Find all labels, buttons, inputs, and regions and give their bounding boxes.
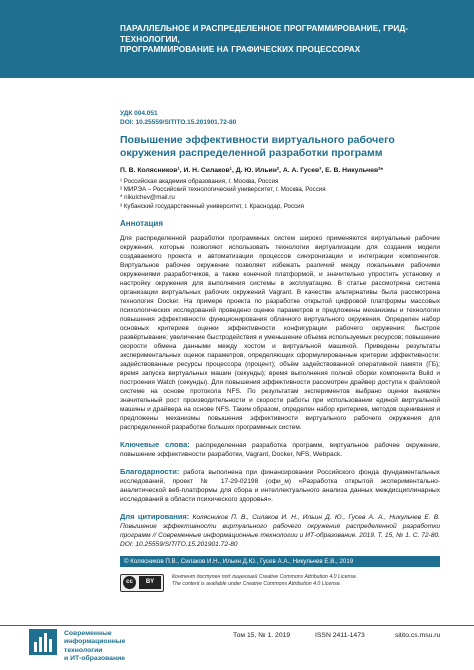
citation-block bbox=[120, 512, 440, 549]
cc-icon: cc bbox=[123, 576, 136, 589]
keywords-text: распределенная разработка программ, виртуальное рабочее окружение, повышение эффективности разработки, Vagrant, Docker, NFS, Webpack. bbox=[120, 441, 440, 458]
journal-name-line3: технологии bbox=[64, 646, 103, 654]
article-body bbox=[120, 110, 440, 549]
abstract-heading: Аннотация bbox=[120, 218, 163, 228]
affiliation-3: ³ Кубанский государственный университет, г. Краснодар, Россия bbox=[120, 202, 304, 210]
creative-commons-badge[interactable] bbox=[120, 574, 164, 592]
article-title-line1: Повышение эффективности виртуального рабочего bbox=[120, 134, 395, 146]
abstract-text: Для распределенной разработки программных систем широко применяются виртуальные рабочие окружения, которые позволяют использовать технологии виртуализации для создания модели создаваемого проекта и автоматизации процессов синхронизации и интеграции компонентов. Виртуальное рабочее окружение позволяет избежать различий между локальными рабочими окружениями разработчиков, а также конечной платформой, и значительно упростить установку и настройку окружения для выполнения системы в эксплуатацию. В статье рассмотрена система организации виртуальных рабочих окружений Vagrant. В качестве альтернативы была рассмотрена технология Docker. На примере проекта по разработке открытой цифровой платформы массовых психологических исследований проведено оценке параметров и предложены механизмы и технологии повышения эффективности функционирования облачного виртуального окружения. Определен набор основных критериев оценки эффективности конфигурации рабочего окружения: быстрое развёртывание; увеличение быстродействия и уменьшение объема используемых ресурсов; повышение скорости обмена данными между хостом и виртуальной машиной. Приведены результаты экспериментальных оценок параметров, определяющих сформулированные критерии эффективности: задействованные ресурсы процессора (процент); объём задействованной оперативной памяти (ГБ); время запуска виртуальных машин (секунды); время выполнения полной сборки компонента Build и построения Watch (секунды). Для повышения эффективности рассмотрен драйвер доступа к файловой системе на основе протокола NFS. По результатам экспериментов выбрано оценки выявлен значительный рост производительности и скорости работы при использовании единой виртуальной машины и драйвера на основе NFS. Таким образом, определен набор критериев, методов оценивания и предложены механизмы повышения эффективности виртуального рабочего окружения для распределенной разработке больших программных систем. bbox=[120, 234, 440, 431]
section-heading-line2: ПРОГРАММИРОВАНИЕ НА ГРАФИЧЕСКИХ ПРОЦЕССОРАХ bbox=[120, 45, 361, 54]
by-icon: BY bbox=[139, 576, 161, 589]
journal-name-line2: информационные bbox=[64, 638, 126, 646]
keywords-label: Ключевые слова: bbox=[120, 439, 190, 449]
acknowledgements-text: работа выполнена при финансировании Российского фонда фундаментальных исследований, проект № 17-29-02198 (офи_м) «Разработка открытой экспериментально-аналитической веб-платформы для сбора и интеллектуального анализа данных междисциплинарных исследований в области психического здоровья». bbox=[120, 468, 440, 503]
license-text bbox=[172, 574, 432, 588]
journal-name-line1: Современные bbox=[64, 630, 112, 637]
affiliation-2: ² МИРЭА – Российский технологический университет, г. Москва, Россия bbox=[120, 186, 326, 194]
udk-code: УДК 004.051 bbox=[120, 110, 158, 117]
keywords-block bbox=[120, 440, 440, 459]
article-title bbox=[120, 134, 440, 159]
acknowledgements-label: Благодарности: bbox=[120, 466, 180, 476]
corresponding-email[interactable]: * nikulchev@mail.ru bbox=[120, 194, 175, 202]
issn: ISSN 2411-1473 bbox=[315, 632, 365, 639]
journal-name bbox=[64, 630, 144, 664]
section-heading bbox=[120, 24, 460, 56]
author-list: П. В. Колясников¹, И. Н. Силаков¹, Д. Ю. Ильин², А. А. Гусев³, Е. В. Никульчев²* bbox=[120, 167, 384, 174]
journal-website-link[interactable]: sitito.cs.msu.ru bbox=[395, 632, 441, 639]
journal-header-band bbox=[0, 0, 474, 78]
acknowledgements-block bbox=[120, 467, 440, 504]
citation-label: Для цитирования: bbox=[120, 511, 190, 521]
license-text-en: The content is available under Creative Commons Attribution 4.0 License. bbox=[172, 581, 342, 587]
article-title-line2: окружения распределенной разработки программ bbox=[120, 146, 383, 159]
section-heading-line1: ПАРАЛЛЕЛЬНОЕ И РАСПРЕДЕЛЕННОЕ ПРОГРАММИРОВАНИЕ, ГРИД-ТЕХНОЛОГИИ, bbox=[120, 24, 409, 44]
citation-text: Колясников П. В., Силаков И. Н., Ильин Д. Ю., Гусев А. А., Никульчев Е. В. Повышение эффективности виртуального рабочего окружения распределенной разработки программ // Современные информационные технологии и ИТ-образование. 2019. Т. 15, № 1. С. 72-80. DOI: 10.25559/SITITO.15.201901.72-80 bbox=[120, 513, 441, 548]
journal-logo-icon bbox=[28, 626, 58, 656]
copyright-bar: © Колясников П.В., Силаков И.Н., Ильин Д.Ю., Гусев А.А., Никульчев Е.В., 2019 bbox=[120, 556, 440, 567]
doi-link[interactable]: DOI: 10.25559/SITITO.15.201901.72-80 bbox=[120, 118, 237, 126]
footer-divider bbox=[0, 625, 474, 626]
affiliation-1: ¹ Российская академия образования, г. Москва, Россия bbox=[120, 177, 279, 185]
journal-name-line4: и ИТ-образование bbox=[64, 655, 126, 663]
license-text-ru: Контент доступен под лицензией Creative Commons Attribution 4.0 License. bbox=[172, 574, 358, 580]
license-row bbox=[120, 573, 440, 593]
volume-issue: Том 15, № 1. 2019 bbox=[233, 632, 291, 639]
